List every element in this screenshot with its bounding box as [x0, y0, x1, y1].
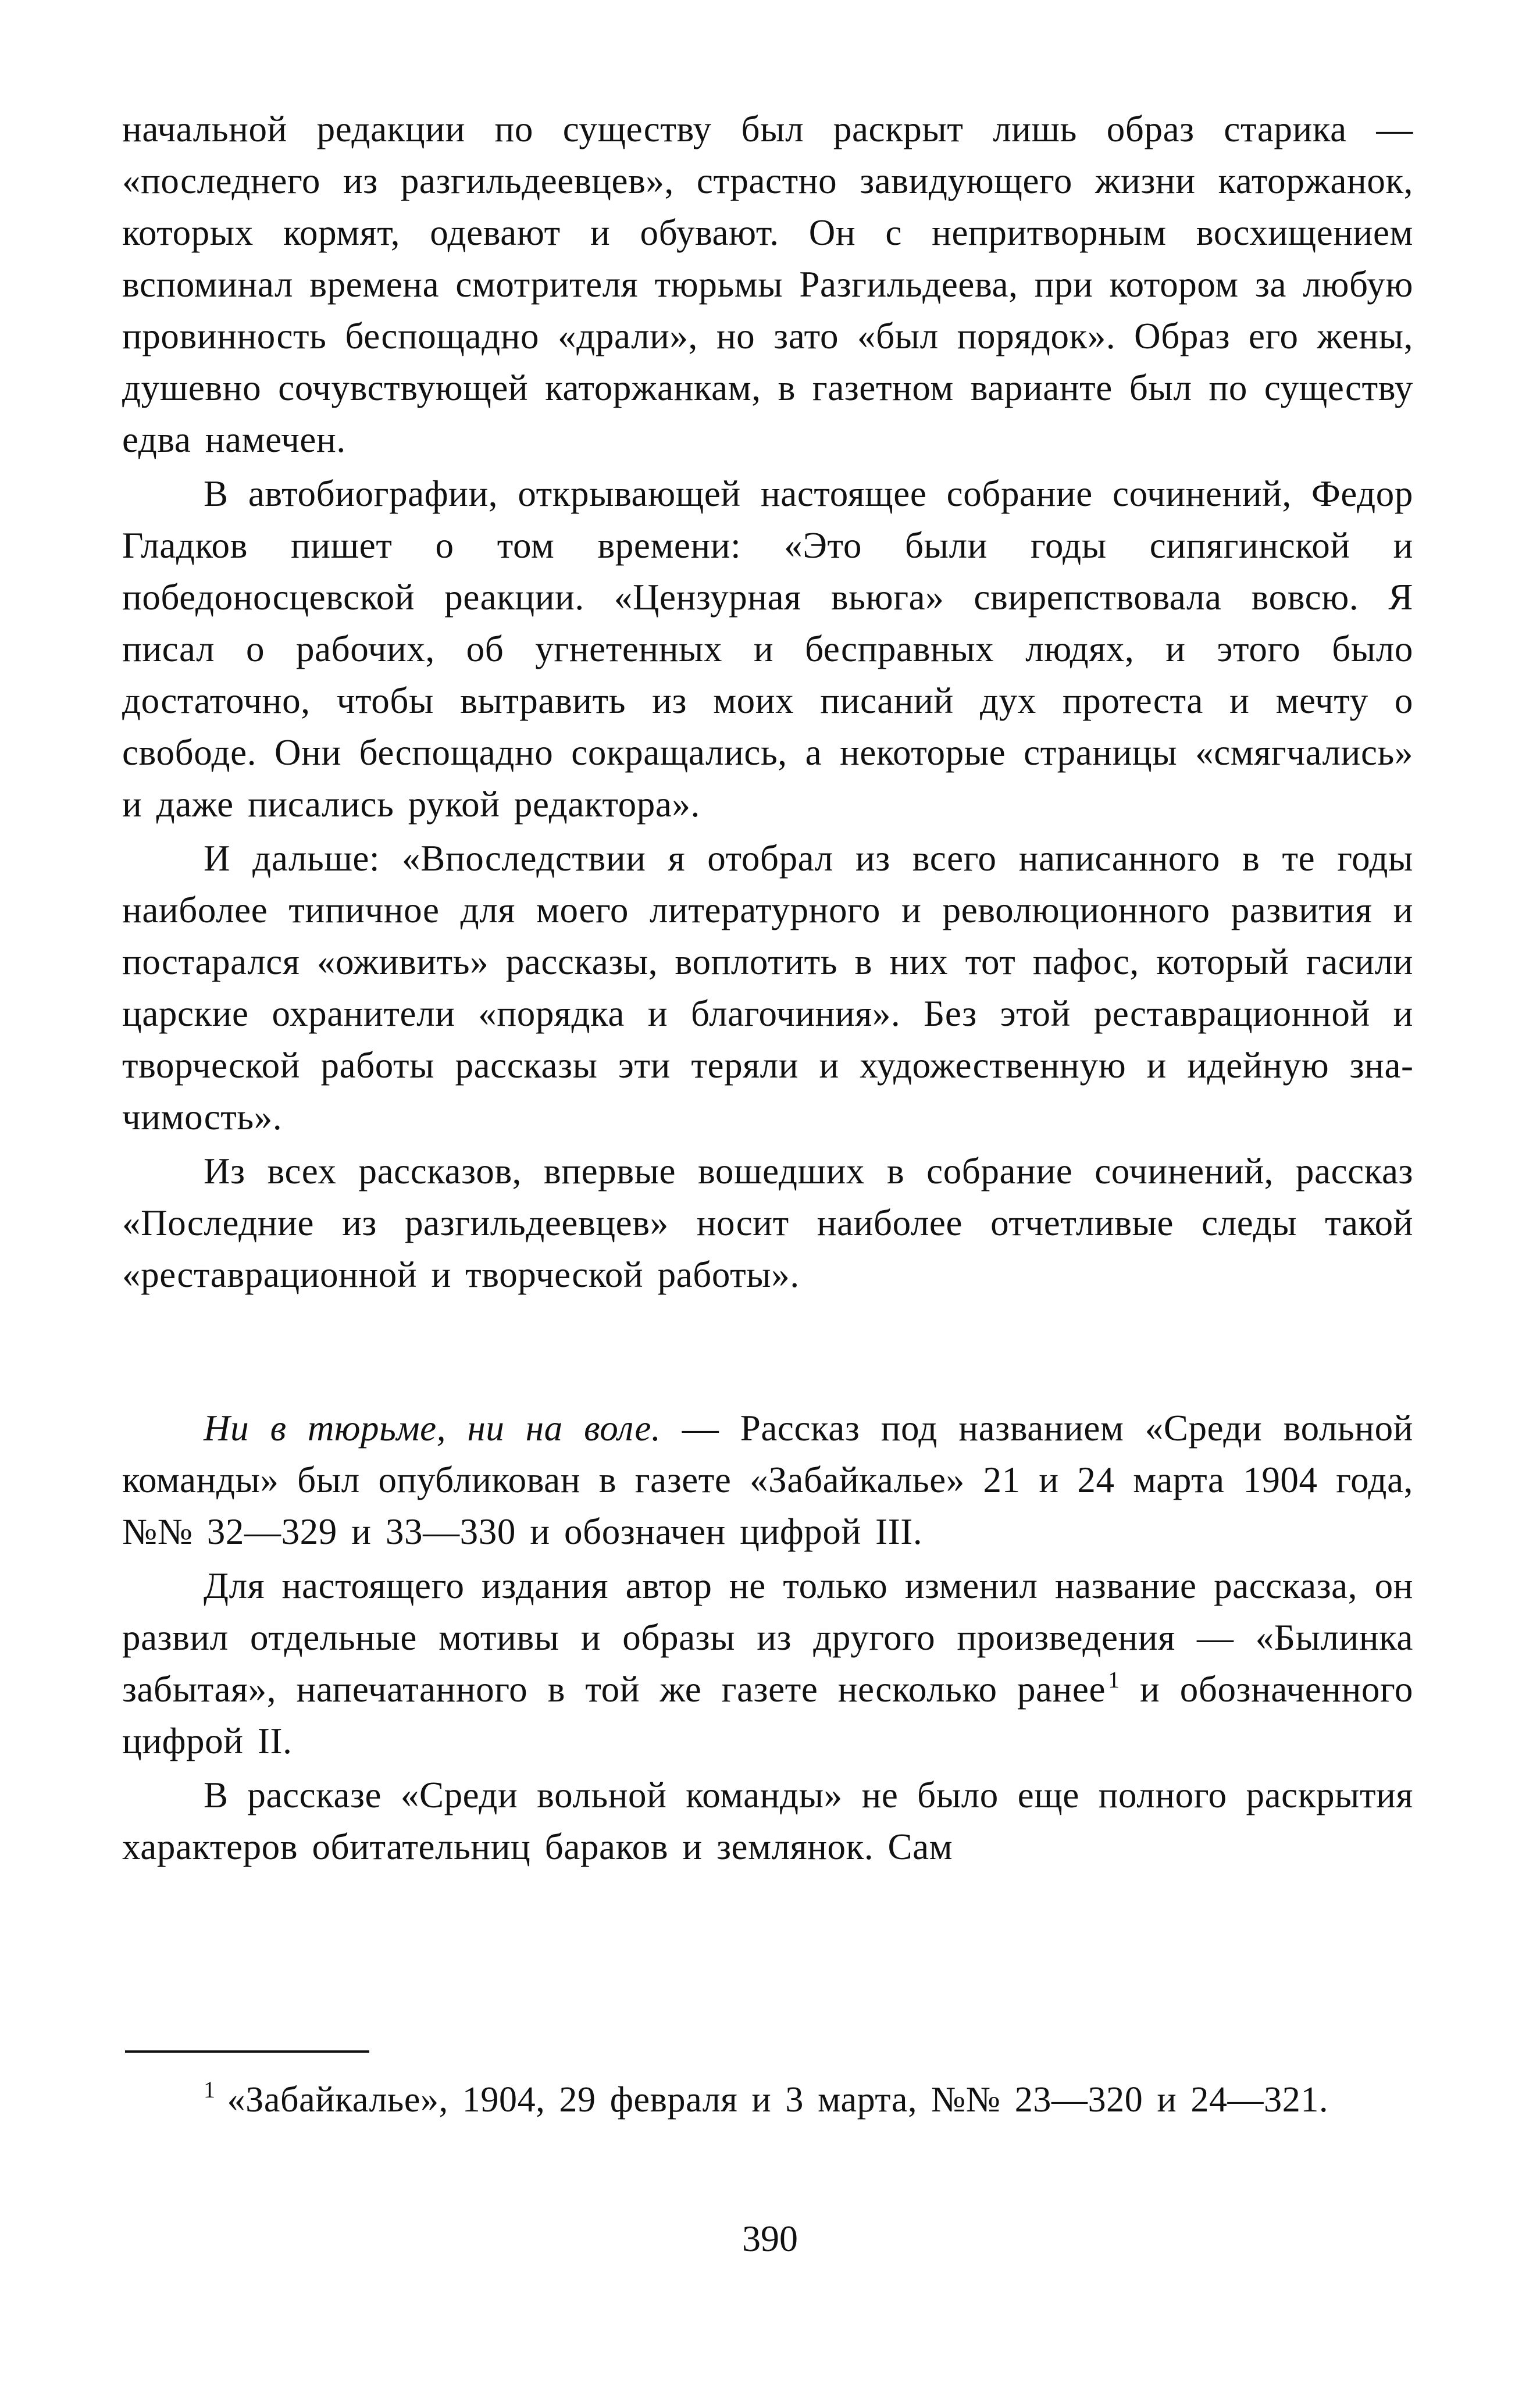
section-gap — [122, 1301, 1413, 1403]
revision-text-after-note: и обозначенного цифрой II. — [122, 1669, 1413, 1761]
footnote-separator — [125, 2050, 369, 2053]
section-paragraph-revision — [122, 1560, 1413, 1767]
section-commentary-paragraph — [122, 1403, 1413, 1558]
footnote — [122, 2073, 1413, 2127]
section-paragraph-characters: В рассказе «Среди вольной команды» не было еще полного раскрытия характеров обитательниц бараков и землянок. Сам — [122, 1775, 1413, 1867]
revision-text-before-note: Для настоящего издания автор не только изменил название рассказа, он развил отдельные мотивы и образы из другого произведения — «Былинка забытая», напечатанного в той же газете несколько ранее — [122, 1565, 1413, 1710]
footnote-marker: 1 — [204, 2077, 216, 2103]
page-number: 390 — [742, 2218, 798, 2259]
paragraph-continuation: начальной редакции по существу был раскрыт лишь образ старика — «последнего из разгильдеевцев», страстно завидующего жизни каторжанок, которых кормят, одевают и обувают. Он с непритворным восхищением вспоминал времена смотрителя тюрьмы Разгильдеева, при котором за любую провинность беспощадно «драли», но зато «был порядок». Образ его жены, душевно сочувствующей каторжанкам, в газетном варианте был по существу едва намечен. — [122, 109, 1413, 460]
footnote-text: «Забайкалье», 1904, 29 февраля и 3 марта, №№ 23—320 и 24—321. — [227, 2080, 1329, 2120]
paragraph-autobiography: В автобиографии, открывающей настоящее собрание сочинений, Федор Гладков пишет о том времени: «Это были годы сипягинской и победоносцевской реакции. «Цензурная вьюга» свирепствовала вовсю. Я писал о рабочих, об угнетенных и бесправных людях, и этого было достаточно, чтобы вытравить из моих писаний дух протеста и мечту о свободе. Они беспощадно сокращались, а некоторые страницы «смягчались» и даже писались рукой редактора». — [122, 473, 1413, 825]
paragraph-quote-continued: И дальше: «Впоследствии я отобрал из всего написанного в те годы наиболее типичное для моего литературного и революционного развития и постарался «оживить» рассказы, воплотить в них тот пафос, который гасили царские охранители «порядка и благочиния». Без этой реставрационной и творческой работы рассказы эти теряли и художественную и идейную значимость». — [122, 838, 1413, 1137]
section-title: Ни в тюрьме, ни на воле. — [204, 1408, 661, 1449]
book-page-text — [122, 104, 1413, 1873]
paragraph-summary: Из всех рассказов, впервые вошедших в собрание сочинений, рассказ «Последние из разгильдеевцев» носит наиболее отчетливые следы такой «реставрационной и творческой работы». — [122, 1151, 1413, 1295]
section-lead-text: — Рассказ под названием «Среди вольной команды» был опубликован в газете «Забайкалье» 21 и 24 марта 1904 года, №№ 32—329 и 33—330 и обозначен цифрой III. — [122, 1408, 1413, 1552]
footnote-reference: 1 — [1108, 1667, 1120, 1693]
